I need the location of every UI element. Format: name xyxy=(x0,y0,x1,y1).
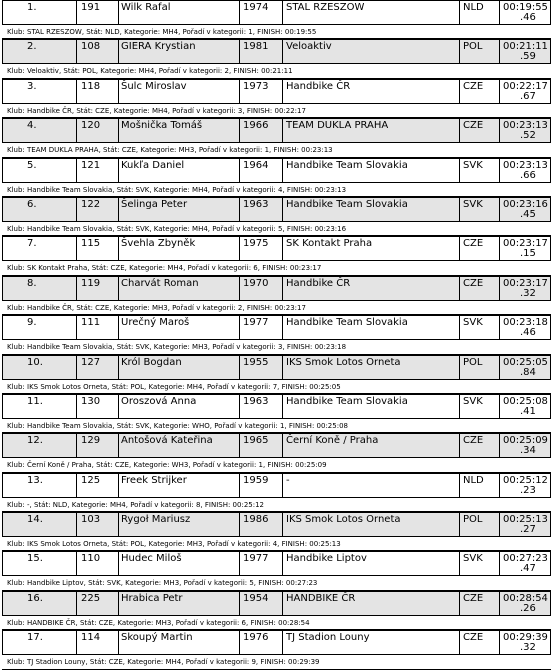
result-detail-row: Klub: -, Stát: NLD, Kategorie: MH4, Pořadí v kategorii: 8, FINISH: 00:25:12 xyxy=(2,498,551,512)
bib-number-cell: 122 xyxy=(77,198,119,221)
bib-number-cell: 129 xyxy=(77,434,119,457)
finish-time-main: 00:21:11 xyxy=(503,41,548,53)
finish-time-fraction: .32 xyxy=(520,642,536,654)
finish-time-main: 00:19:55 xyxy=(503,2,548,13)
birth-year-cell: 1964 xyxy=(240,159,283,182)
finish-time-cell xyxy=(500,631,552,654)
result-row xyxy=(2,394,551,419)
position-cell: 15. xyxy=(3,552,77,575)
finish-time-main: 00:23:13 xyxy=(503,120,548,132)
country-cell: CZE xyxy=(460,237,500,260)
birth-year-cell: 1965 xyxy=(240,434,283,457)
finish-time-cell xyxy=(500,316,552,339)
finish-time-fraction: .27 xyxy=(520,524,536,536)
finish-time-main: 00:23:17 xyxy=(503,277,548,289)
position-cell: 14. xyxy=(3,513,77,536)
position-cell: 11. xyxy=(3,395,77,418)
country-cell: POL xyxy=(460,40,500,63)
finish-time-cell xyxy=(500,434,552,457)
result-detail-row: Klub: TJ Stadion Louny, Stát: CZE, Kategorie: MH4, Pořadí v kategorii: 9, FINISH: 00:29:39 xyxy=(2,655,551,669)
position-cell: 6. xyxy=(3,198,77,221)
finish-time-main: 00:29:39 xyxy=(503,632,548,644)
result-row xyxy=(2,197,551,222)
competitor-name-cell: Šelinga Peter xyxy=(119,198,240,221)
club-cell: Handbike Team Slovakia xyxy=(283,198,460,221)
result-row xyxy=(2,551,551,576)
result-row xyxy=(2,630,551,655)
competitor-name-cell: Król Bogdan xyxy=(119,356,240,379)
club-cell: Handbike Liptov xyxy=(283,552,460,575)
bib-number-cell: 115 xyxy=(77,237,119,260)
finish-time-main: 00:25:09 xyxy=(503,435,548,447)
bib-number-cell: 118 xyxy=(77,80,119,103)
finish-time-main: 00:22:17 xyxy=(503,80,548,92)
birth-year-cell: 1981 xyxy=(240,40,283,63)
position-cell: 13. xyxy=(3,474,77,497)
finish-time-fraction: .15 xyxy=(520,248,536,260)
birth-year-cell: 1976 xyxy=(240,631,283,654)
country-cell: NLD xyxy=(460,474,500,497)
result-detail-row: Klub: Handbike Team Slovakia, Stát: SVK, Kategorie: MH3, Pořadí v kategorii: 3, FINISH: 00:23:18 xyxy=(2,340,551,354)
result-detail-row: Klub: Handbike Team Slovakia, Stát: SVK, Kategorie: MH4, Pořadí v kategorii: 5, FINISH: 00:23:16 xyxy=(2,222,551,236)
result-detail-row: Klub: Handbike Liptov, Stát: SVK, Kategorie: MH3, Pořadí v kategorii: 5, FINISH: 00:27:23 xyxy=(2,576,551,590)
finish-time-cell xyxy=(500,1,552,24)
competitor-name-cell: Freek Strijker xyxy=(119,474,240,497)
result-row xyxy=(2,158,551,183)
birth-year-cell: 1955 xyxy=(240,356,283,379)
competitor-name-cell: Rygoł Mariusz xyxy=(119,513,240,536)
birth-year-cell: 1963 xyxy=(240,198,283,221)
finish-time-fraction: .67 xyxy=(520,90,536,102)
position-cell: 8. xyxy=(3,277,77,300)
result-entry xyxy=(0,118,554,157)
finish-time-fraction: .46 xyxy=(520,327,536,339)
finish-time-main: 00:27:23 xyxy=(503,553,548,565)
birth-year-cell: 1954 xyxy=(240,592,283,615)
result-row xyxy=(2,591,551,616)
finish-time-cell xyxy=(500,277,552,300)
result-row xyxy=(2,0,551,25)
finish-time-main: 00:23:18 xyxy=(503,317,548,329)
finish-time-fraction: .45 xyxy=(520,208,536,220)
club-cell: STAL RZESZOW xyxy=(283,1,460,24)
competitor-name-cell: Kukľa Daniel xyxy=(119,159,240,182)
position-cell: 16. xyxy=(3,592,77,615)
competitor-name-cell: Wilk Rafal xyxy=(119,1,240,24)
country-cell: SVK xyxy=(460,552,500,575)
finish-time-main: 00:28:54 xyxy=(503,592,548,604)
finish-time-cell xyxy=(500,513,552,536)
position-cell: 10. xyxy=(3,356,77,379)
finish-time-main: 00:23:13 xyxy=(503,159,548,171)
result-detail-row: Klub: Handbike Team Slovakia, Stát: SVK, Kategorie: MH4, Pořadí v kategorii: 4, FINISH: 00:23:13 xyxy=(2,183,551,197)
finish-time-main: 00:23:16 xyxy=(503,198,548,210)
club-cell: Handbike Team Slovakia xyxy=(283,159,460,182)
finish-time-fraction: .41 xyxy=(520,405,536,417)
finish-time-cell xyxy=(500,395,552,418)
finish-time-cell xyxy=(500,80,552,103)
bib-number-cell: 191 xyxy=(77,1,119,24)
finish-time-main: 00:25:05 xyxy=(503,356,548,368)
club-cell: IKS Smok Lotos Orneta xyxy=(283,513,460,536)
bib-number-cell: 111 xyxy=(77,316,119,339)
bib-number-cell: 225 xyxy=(77,592,119,615)
finish-time-fraction: .26 xyxy=(520,602,536,614)
result-entry xyxy=(0,630,554,669)
competitor-name-cell: Hudec Miloš xyxy=(119,552,240,575)
country-cell: CZE xyxy=(460,631,500,654)
country-cell: SVK xyxy=(460,395,500,418)
finish-time-cell xyxy=(500,159,552,182)
country-cell: POL xyxy=(460,356,500,379)
competitor-name-cell: Charvát Roman xyxy=(119,277,240,300)
position-cell: 7. xyxy=(3,237,77,260)
result-row xyxy=(2,79,551,104)
result-entry xyxy=(0,473,554,512)
club-cell: Handbike Team Slovakia xyxy=(283,316,460,339)
result-detail-row: Klub: IKS Smok Lotos Orneta, Stát: POL, Kategorie: MH4, Pořadí v kategorii: 7, FINISH: 00:25:05 xyxy=(2,380,551,394)
finish-time-cell xyxy=(500,198,552,221)
club-cell: TEAM DUKLA PRAHA xyxy=(283,119,460,142)
finish-time-fraction: .47 xyxy=(520,563,536,575)
result-entry xyxy=(0,39,554,78)
finish-time-main: 00:25:13 xyxy=(503,514,548,526)
competitor-name-cell: Oroszová Anna xyxy=(119,395,240,418)
position-cell: 1. xyxy=(3,1,77,24)
result-row xyxy=(2,512,551,537)
birth-year-cell: 1966 xyxy=(240,119,283,142)
country-cell: POL xyxy=(460,513,500,536)
bib-number-cell: 120 xyxy=(77,119,119,142)
competitor-name-cell: Šulc Miroslav xyxy=(119,80,240,103)
birth-year-cell: 1974 xyxy=(240,1,283,24)
result-entry xyxy=(0,551,554,590)
finish-time-cell xyxy=(500,119,552,142)
bib-number-cell: 114 xyxy=(77,631,119,654)
birth-year-cell: 1977 xyxy=(240,552,283,575)
finish-time-fraction: .84 xyxy=(520,366,536,378)
finish-time-main: 00:25:08 xyxy=(503,395,548,407)
club-cell: Handbike Team Slovakia xyxy=(283,395,460,418)
birth-year-cell: 1975 xyxy=(240,237,283,260)
result-row xyxy=(2,473,551,498)
country-cell: CZE xyxy=(460,80,500,103)
club-cell: TJ Stadion Louny xyxy=(283,631,460,654)
club-cell: Handbike ČR xyxy=(283,277,460,300)
result-detail-row: Klub: IKS Smok Lotos Orneta, Stát: POL, Kategorie: MH3, Pořadí v kategorii: 4, FINISH: 00:25:13 xyxy=(2,537,551,551)
club-cell: Veloaktiv xyxy=(283,40,460,63)
result-entry xyxy=(0,394,554,433)
result-detail-row: Klub: Handbike ČR, Stát: CZE, Kategorie: MH3, Pořadí v kategorii: 2, FINISH: 00:23:17 xyxy=(2,301,551,315)
result-detail-row: Klub: TEAM DUKLA PRAHA, Stát: CZE, Kategorie: MH3, Pořadí v kategorii: 1, FINISH: 00:23:13 xyxy=(2,143,551,157)
country-cell: CZE xyxy=(460,592,500,615)
result-entry xyxy=(0,512,554,551)
country-cell: CZE xyxy=(460,434,500,457)
country-cell: SVK xyxy=(460,316,500,339)
result-detail-row: Klub: HANDBIKE ČR, Stát: CZE, Kategorie: MH3, Pořadí v kategorii: 6, FINISH: 00:28:54 xyxy=(2,616,551,630)
result-row xyxy=(2,355,551,380)
result-detail-row: Klub: Černí Koně / Praha, Stát: CZE, Kategorie: WH3, Pořadí v kategorii: 1, FINISH: 00:25:09 xyxy=(2,458,551,472)
result-detail-row: Klub: STAL RZESZOW, Stát: NLD, Kategorie: MH4, Pořadí v kategorii: 1, FINISH: 00:19:55 xyxy=(2,25,551,39)
finish-time-cell xyxy=(500,552,552,575)
bib-number-cell: 125 xyxy=(77,474,119,497)
club-cell: Handbike ČR xyxy=(283,80,460,103)
finish-time-fraction: .23 xyxy=(520,484,536,496)
finish-time-cell xyxy=(500,237,552,260)
finish-time-fraction: .46 xyxy=(520,12,536,23)
finish-time-fraction: .66 xyxy=(520,169,536,181)
result-detail-row: Klub: Handbike ČR, Stát: CZE, Kategorie: MH4, Pořadí v kategorii: 3, FINISH: 00:22:17 xyxy=(2,104,551,118)
competitor-name-cell: Skoupý Martin xyxy=(119,631,240,654)
finish-time-fraction: .34 xyxy=(520,445,536,457)
result-entry xyxy=(0,591,554,630)
bib-number-cell: 108 xyxy=(77,40,119,63)
country-cell: SVK xyxy=(460,198,500,221)
result-entry xyxy=(0,433,554,472)
club-cell: IKS Smok Lotos Orneta xyxy=(283,356,460,379)
position-cell: 12. xyxy=(3,434,77,457)
position-cell: 2. xyxy=(3,40,77,63)
finish-time-cell xyxy=(500,474,552,497)
position-cell: 4. xyxy=(3,119,77,142)
finish-time-fraction: .59 xyxy=(520,51,536,63)
birth-year-cell: 1959 xyxy=(240,474,283,497)
finish-time-cell xyxy=(500,40,552,63)
result-entry xyxy=(0,197,554,236)
competitor-name-cell: Švehla Zbyněk xyxy=(119,237,240,260)
bib-number-cell: 130 xyxy=(77,395,119,418)
finish-time-main: 00:23:17 xyxy=(503,238,548,250)
bib-number-cell: 119 xyxy=(77,277,119,300)
result-entry xyxy=(0,236,554,275)
position-cell: 9. xyxy=(3,316,77,339)
country-cell: SVK xyxy=(460,159,500,182)
bib-number-cell: 103 xyxy=(77,513,119,536)
position-cell: 17. xyxy=(3,631,77,654)
club-cell: Černí Koně / Praha xyxy=(283,434,460,457)
result-row xyxy=(2,433,551,458)
finish-time-main: 00:25:12 xyxy=(503,474,548,486)
result-row xyxy=(2,315,551,340)
bib-number-cell: 121 xyxy=(77,159,119,182)
position-cell: 3. xyxy=(3,80,77,103)
result-row xyxy=(2,236,551,261)
club-cell: - xyxy=(283,474,460,497)
result-detail-row: Klub: Veloaktiv, Stát: POL, Kategorie: MH4, Pořadí v kategorii: 2, FINISH: 00:21:11 xyxy=(2,64,551,78)
finish-time-fraction: .32 xyxy=(520,287,536,299)
result-detail-row: Klub: Handbike Team Slovakia, Stát: SVK, Kategorie: WHO, Pořadí v kategorii: 1, FINISH: 00:25:08 xyxy=(2,419,551,433)
finish-time-fraction: .52 xyxy=(520,130,536,142)
result-entry xyxy=(0,355,554,394)
result-entry xyxy=(0,79,554,118)
position-cell: 5. xyxy=(3,159,77,182)
result-row xyxy=(2,39,551,64)
result-entry xyxy=(0,315,554,354)
bib-number-cell: 127 xyxy=(77,356,119,379)
country-cell: NLD xyxy=(460,1,500,24)
result-row xyxy=(2,276,551,301)
birth-year-cell: 1970 xyxy=(240,277,283,300)
result-row xyxy=(2,118,551,143)
result-entry xyxy=(0,276,554,315)
competitor-name-cell: Urečný Maroš xyxy=(119,316,240,339)
competitor-name-cell: Mošnička Tomáš xyxy=(119,119,240,142)
result-entry xyxy=(0,158,554,197)
bib-number-cell: 110 xyxy=(77,552,119,575)
birth-year-cell: 1973 xyxy=(240,80,283,103)
birth-year-cell: 1986 xyxy=(240,513,283,536)
result-detail-row: Klub: SK Kontakt Praha, Stát: CZE, Kategorie: MH4, Pořadí v kategorii: 6, FINISH: 00:23:17 xyxy=(2,261,551,275)
finish-time-cell xyxy=(500,592,552,615)
finish-time-cell xyxy=(500,356,552,379)
club-cell: SK Kontakt Praha xyxy=(283,237,460,260)
birth-year-cell: 1977 xyxy=(240,316,283,339)
competitor-name-cell: Hrabica Petr xyxy=(119,592,240,615)
result-entry xyxy=(0,0,554,39)
club-cell: HANDBIKE ČR xyxy=(283,592,460,615)
competitor-name-cell: GIERA Krystian xyxy=(119,40,240,63)
birth-year-cell: 1963 xyxy=(240,395,283,418)
country-cell: CZE xyxy=(460,119,500,142)
competitor-name-cell: Antošová Kateřina xyxy=(119,434,240,457)
country-cell: CZE xyxy=(460,277,500,300)
